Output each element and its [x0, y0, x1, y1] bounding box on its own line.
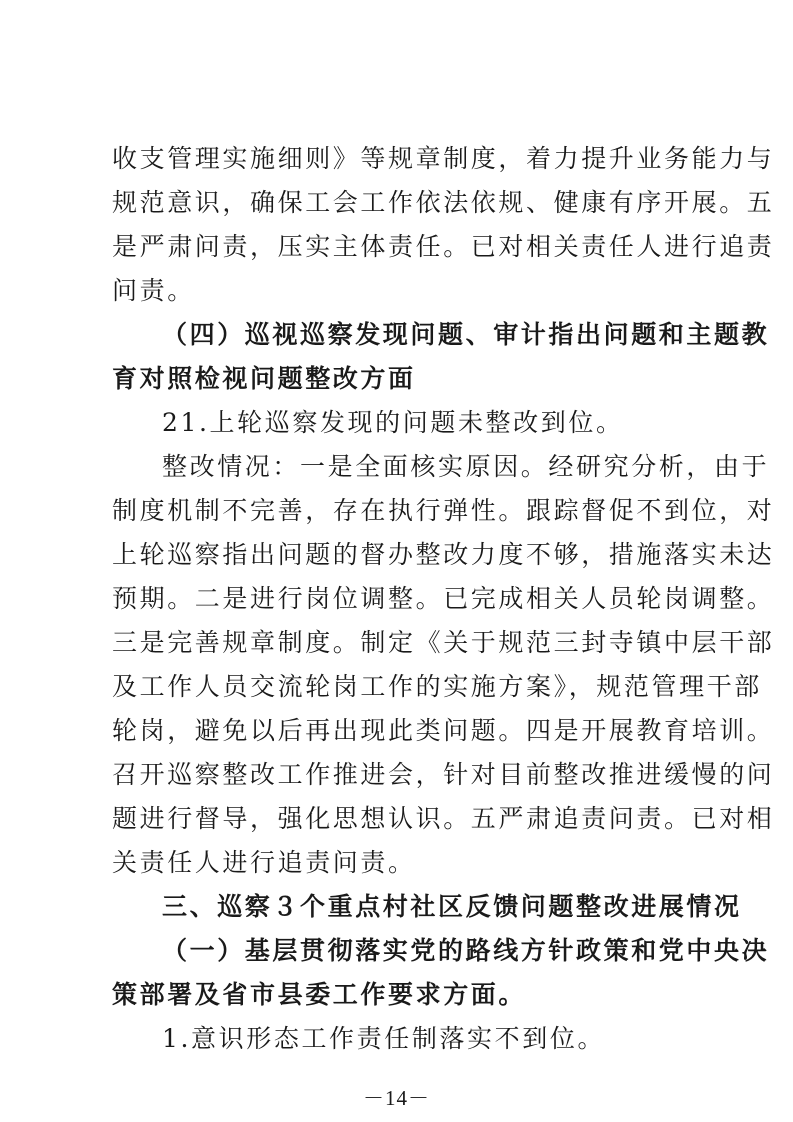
chapter-heading: 三、巡察３个重点村社区反馈问题整改进展情况 [162, 892, 742, 921]
issue-item: 21.上轮巡察发现的问题未整改到位。 [162, 408, 624, 437]
section-heading: （一）基层贯彻落实党的路线方针政策和党中央决 [162, 936, 770, 965]
body-line: 制度机制不完善，存在执行弹性。跟踪督促不到位，对 [112, 496, 775, 525]
body-line: 整改情况：一是全面核实原因。经研究分析，由于 [162, 452, 770, 481]
body-line: 召开巡察整改工作推进会，针对目前整改推进缓慢的问 [112, 760, 775, 789]
section-heading-continued: 育对照检视问题整改方面 [112, 364, 416, 393]
body-line: 轮岗，避免以后再出现此类问题。四是开展教育培训。 [112, 716, 775, 745]
body-line: 及工作人员交流轮岗工作的实施方案》，规范管理干部 [112, 672, 762, 701]
section-heading: （四）巡视巡察发现问题、审计指出问题和主题教 [162, 320, 770, 349]
body-line: 上轮巡察指出问题的督办整改力度不够，措施落实未达 [112, 540, 775, 569]
body-line: 是严肃问责，压实主体责任。已对相关责任人进行追责 [112, 232, 775, 261]
body-line: 问责。 [112, 276, 195, 305]
body-line: 预期。二是进行岗位调整。已完成相关人员轮岗调整。 [112, 584, 775, 613]
body-line: 收支管理实施细则》等规章制度，着力提升业务能力与 [112, 144, 775, 173]
page-number: －14－ [363, 1086, 430, 1110]
section-heading-continued: 策部署及省市县委工作要求方面。 [112, 980, 527, 1009]
body-line: 规范意识，确保工会工作依法依规、健康有序开展。五 [112, 188, 775, 217]
body-line: 题进行督导，强化思想认识。五严肃追责问责。已对相 [112, 804, 775, 833]
body-line: 三是完善规章制度。制定《关于规范三封寺镇中层干部 [112, 628, 775, 657]
body-line: 关责任人进行追责问责。 [112, 848, 416, 877]
issue-item: 1.意识形态工作责任制落实不到位。 [162, 1024, 606, 1053]
